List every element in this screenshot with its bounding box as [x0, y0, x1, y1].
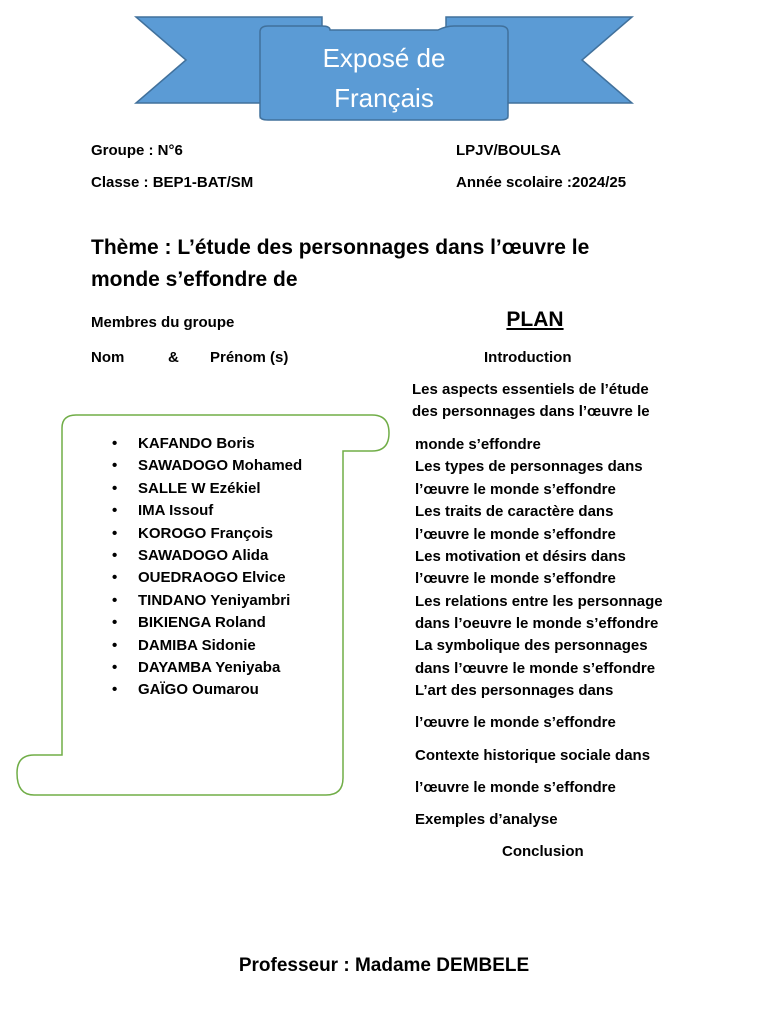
plan-line: l’œuvre le monde s’effondre [415, 526, 616, 543]
plan-conclusion: Conclusion [502, 843, 584, 860]
member-item: • KAFANDO Boris [112, 433, 302, 455]
column-prenom: Prénom (s) [210, 349, 289, 366]
plan-line: La symbolique des personnages [415, 637, 648, 654]
class-name: Classe : BEP1-BAT/SM [91, 174, 254, 191]
plan-line: des personnages dans l’œuvre le [412, 403, 650, 420]
plan-line: dans l’œuvre le monde s’effondre [415, 660, 656, 677]
plan-line: l’œuvre le monde s’effondre [415, 779, 616, 796]
school-name: LPJV/BOULSA [456, 142, 562, 159]
members-list [112, 433, 302, 702]
member-item: • SAWADOGO Alida [112, 545, 302, 567]
members-title: Membres du groupe [91, 314, 235, 331]
column-separator: & [168, 349, 179, 366]
member-item: • BIKIENGA Roland [112, 612, 302, 634]
theme-line-2: monde s’effondre de [91, 268, 298, 291]
theme-line-1: Thème : L’étude des personnages dans l’œuvre le [91, 236, 590, 259]
group-number: Groupe : N°6 [91, 142, 183, 159]
plan-line: Les types de personnages dans [415, 458, 643, 475]
plan-line: Les aspects essentiels de l’étude [412, 381, 649, 398]
plan-line: Les relations entre les personnage [415, 593, 663, 610]
member-item: • SAWADOGO Mohamed [112, 455, 302, 477]
plan-line: Exemples d’analyse [415, 811, 558, 828]
plan-line: dans l’oeuvre le monde s’effondre [415, 615, 659, 632]
member-item: • OUEDRAOGO Elvice [112, 567, 302, 589]
member-item: • DAYAMBA Yeniyaba [112, 657, 302, 679]
professor-name: Professeur : Madame DEMBELE [238, 955, 530, 976]
member-item: • TINDANO Yeniyambri [112, 590, 302, 612]
plan-introduction: Introduction [484, 349, 572, 366]
plan-line: Les traits de caractère dans [415, 503, 614, 520]
column-nom: Nom [91, 349, 125, 366]
banner-title-line-1: Exposé de [322, 43, 446, 73]
school-year: Année scolaire :2024/25 [456, 174, 627, 191]
member-item: • GAÏGO Oumarou [112, 679, 302, 701]
plan-line: Contexte historique sociale dans [415, 747, 651, 764]
member-item: • SALLE W Ezékiel [112, 478, 302, 500]
plan-title: PLAN [506, 308, 564, 331]
plan-line: l’œuvre le monde s’effondre [415, 481, 616, 498]
plan-line: monde s’effondre [415, 436, 541, 453]
banner-title-line-2: Français [334, 83, 434, 113]
plan-line: l’œuvre le monde s’effondre [415, 570, 616, 587]
member-item: • DAMIBA Sidonie [112, 635, 302, 657]
plan-line: l’œuvre le monde s’effondre [415, 714, 616, 731]
plan-line: L’art des personnages dans [415, 682, 614, 699]
member-item: • IMA Issouf [112, 500, 302, 522]
plan-line: Les motivation et désirs dans [415, 548, 626, 565]
member-item: • KOROGO François [112, 523, 302, 545]
